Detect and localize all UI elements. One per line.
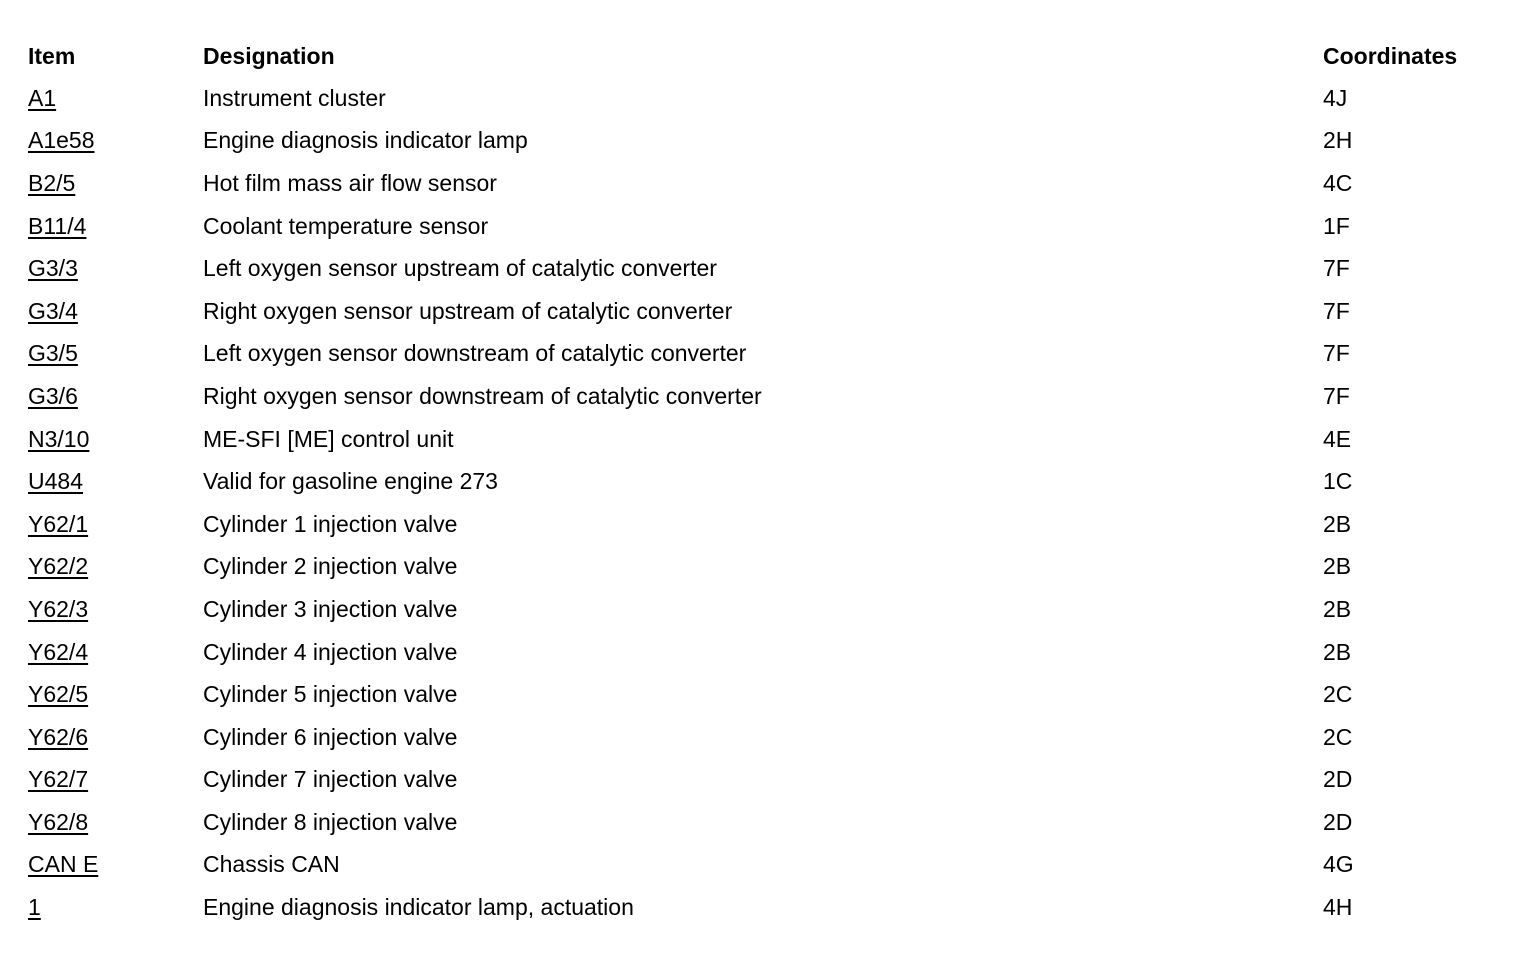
item-cell bbox=[28, 84, 203, 111]
coordinates-cell: 4E bbox=[1323, 425, 1352, 452]
table-row bbox=[28, 503, 1498, 546]
table-row bbox=[28, 546, 1498, 589]
coordinates-cell: 2C bbox=[1323, 681, 1353, 708]
table-row bbox=[28, 418, 1498, 461]
coordinates-cell: 2D bbox=[1323, 766, 1353, 793]
item-link[interactable]: Y62/8 bbox=[28, 808, 89, 835]
coordinates-cell: 2B bbox=[1323, 595, 1352, 622]
item-link[interactable]: Y62/2 bbox=[28, 553, 89, 580]
table-row bbox=[28, 631, 1498, 674]
coordinates-cell: 1F bbox=[1323, 212, 1350, 239]
designation-cell: Cylinder 8 injection valve bbox=[203, 808, 458, 835]
item-cell bbox=[28, 768, 203, 791]
table-row bbox=[28, 290, 1498, 333]
table-row bbox=[28, 205, 1498, 248]
designation-cell: Cylinder 7 injection valve bbox=[203, 766, 458, 793]
item-link[interactable]: G3/6 bbox=[28, 382, 78, 409]
item-link[interactable]: B11/4 bbox=[28, 212, 87, 239]
table-row bbox=[28, 333, 1498, 376]
designation-cell: Valid for gasoline engine 273 bbox=[203, 468, 498, 495]
coordinates-cell: 4H bbox=[1323, 894, 1353, 921]
coordinates-cell: 7F bbox=[1323, 255, 1350, 282]
item-link[interactable]: G3/4 bbox=[28, 297, 78, 324]
table-row bbox=[28, 460, 1498, 503]
table-row bbox=[28, 247, 1498, 290]
designation-cell: Engine diagnosis indicator lamp bbox=[203, 127, 528, 154]
coordinates-cell: 2B bbox=[1323, 510, 1352, 537]
table-row bbox=[28, 844, 1498, 887]
table-row bbox=[28, 673, 1498, 716]
item-cell bbox=[28, 638, 203, 665]
item-link[interactable]: Y62/6 bbox=[28, 723, 89, 750]
designation-cell: Chassis CAN bbox=[203, 851, 340, 878]
table-row bbox=[28, 162, 1498, 205]
item-link[interactable]: Y62/1 bbox=[28, 510, 89, 537]
item-link[interactable]: G3/3 bbox=[28, 255, 78, 282]
designation-cell: Cylinder 6 injection valve bbox=[203, 723, 458, 750]
item-cell bbox=[28, 595, 203, 622]
table-row bbox=[28, 375, 1498, 418]
item-link[interactable]: Y62/3 bbox=[28, 595, 89, 622]
designation-cell: Cylinder 3 injection valve bbox=[203, 595, 458, 622]
designation-cell: Cylinder 5 injection valve bbox=[203, 681, 458, 708]
coordinates-cell: 7F bbox=[1323, 340, 1350, 367]
item-cell bbox=[28, 510, 203, 537]
coordinates-cell: 4G bbox=[1323, 851, 1354, 878]
coordinates-cell: 2H bbox=[1323, 127, 1353, 154]
coordinates-cell: 2B bbox=[1323, 553, 1352, 580]
item-link[interactable]: A1e58 bbox=[28, 127, 95, 154]
table-body bbox=[28, 77, 1498, 929]
item-link[interactable]: Y62/5 bbox=[28, 681, 89, 708]
item-cell bbox=[28, 129, 203, 152]
item-link[interactable]: A1 bbox=[28, 84, 57, 111]
table-header bbox=[28, 36, 1498, 76]
designation-cell: Right oxygen sensor upstream of catalytic converter bbox=[203, 297, 733, 324]
item-link[interactable]: U484 bbox=[28, 468, 83, 495]
designation-cell: Hot film mass air flow sensor bbox=[203, 169, 497, 196]
designation-cell: Coolant temperature sensor bbox=[203, 212, 489, 239]
header-coordinates: Coordinates bbox=[1323, 42, 1458, 69]
item-cell bbox=[28, 382, 203, 409]
coordinates-cell: 1C bbox=[1323, 468, 1353, 495]
table-row bbox=[28, 120, 1498, 163]
table-row bbox=[28, 886, 1498, 929]
designation-cell: Left oxygen sensor downstream of catalytic converter bbox=[203, 340, 747, 367]
item-cell bbox=[28, 723, 203, 750]
coordinates-cell: 7F bbox=[1323, 382, 1350, 409]
item-link[interactable]: B2/5 bbox=[28, 169, 76, 196]
item-cell bbox=[28, 342, 203, 365]
coordinates-cell: 2C bbox=[1323, 723, 1353, 750]
coordinates-cell: 4J bbox=[1323, 84, 1348, 111]
item-cell bbox=[28, 212, 203, 239]
designation-cell: Engine diagnosis indicator lamp, actuation bbox=[203, 894, 634, 921]
table-row bbox=[28, 588, 1498, 631]
item-cell bbox=[28, 896, 203, 919]
table-row bbox=[28, 77, 1498, 120]
coordinates-cell: 2D bbox=[1323, 808, 1353, 835]
item-cell bbox=[28, 470, 203, 493]
item-link[interactable]: N3/10 bbox=[28, 425, 90, 452]
item-cell bbox=[28, 425, 203, 452]
designation-cell: Instrument cluster bbox=[203, 84, 386, 111]
header-designation: Designation bbox=[203, 42, 335, 69]
table-row bbox=[28, 759, 1498, 802]
item-link[interactable]: Y62/7 bbox=[28, 766, 89, 793]
item-cell bbox=[28, 555, 203, 578]
coordinates-cell: 4C bbox=[1323, 169, 1353, 196]
component-legend-table bbox=[28, 36, 1498, 929]
item-cell bbox=[28, 853, 203, 876]
item-link[interactable]: CAN E bbox=[28, 851, 99, 878]
designation-cell: Cylinder 4 injection valve bbox=[203, 638, 458, 665]
coordinates-cell: 7F bbox=[1323, 297, 1350, 324]
table-row bbox=[28, 716, 1498, 759]
coordinates-cell: 2B bbox=[1323, 638, 1352, 665]
header-item: Item bbox=[28, 42, 76, 69]
designation-cell: ME-SFI [ME] control unit bbox=[203, 425, 454, 452]
item-cell bbox=[28, 297, 203, 324]
item-link[interactable]: G3/5 bbox=[28, 340, 78, 367]
designation-cell: Cylinder 1 injection valve bbox=[203, 510, 458, 537]
item-link[interactable]: 1 bbox=[28, 894, 41, 921]
designation-cell: Cylinder 2 injection valve bbox=[203, 553, 458, 580]
item-cell bbox=[28, 683, 203, 706]
item-link[interactable]: Y62/4 bbox=[28, 638, 89, 665]
item-cell bbox=[28, 169, 203, 196]
designation-cell: Right oxygen sensor downstream of catalytic converter bbox=[203, 382, 762, 409]
item-cell bbox=[28, 808, 203, 835]
item-cell bbox=[28, 257, 203, 280]
designation-cell: Left oxygen sensor upstream of catalytic converter bbox=[203, 255, 717, 282]
table-row bbox=[28, 801, 1498, 844]
